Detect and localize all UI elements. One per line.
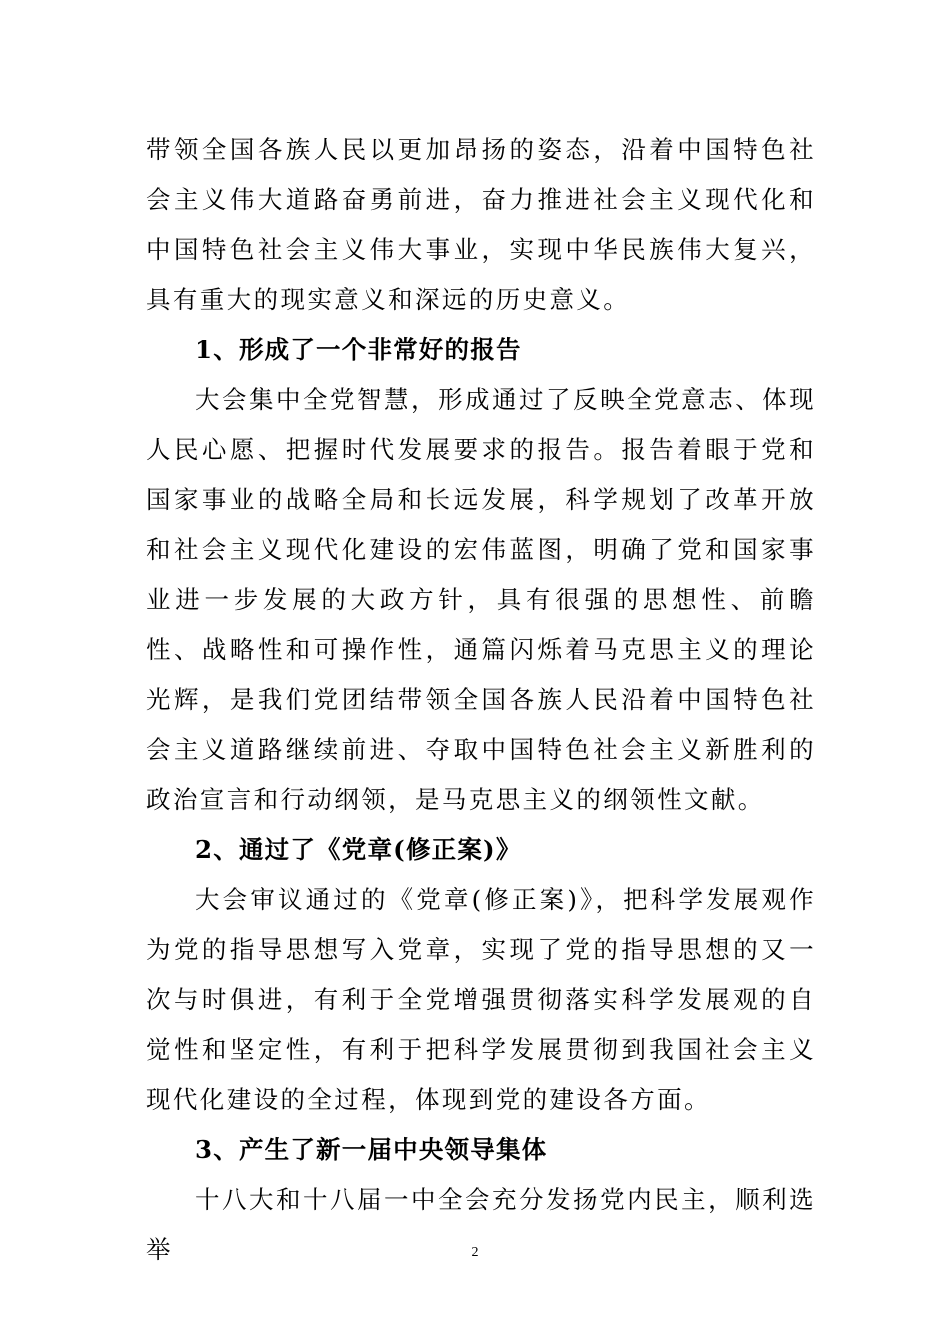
paragraph-report: 大会集中全党智慧，形成通过了反映全党意志、体现人民心愿、把握时代发展要求的报告。报告着眼于党和国家事业的战略全局和长远发展，科学规划了改革开放和社会主义现代化建设的宏伟蓝图，明确了党和国家事业进一步发展的大政方针，具有很强的思想性、前瞻性、战略性和可操作性，通篇闪烁着马克思主义的理论光辉，是我们党团结带领全国各族人民沿着中国特色社会主义道路继续前进、夺取中国特色社会主义新胜利的政治宣言和行动纲领，是马克思主义的纲领性文献。: [146, 385, 816, 814]
paragraph-leadership: 十八大和十八届一中全会充分发扬党内民主，顺利选举: [146, 1185, 816, 1264]
paragraph-continued: 带领全国各族人民以更加昂扬的姿态，沿着中国特色社会主义伟大道路奋勇前进，奋力推进社会主义现代化和中国特色社会主义伟大事业，实现中华民族伟大复兴，具有重大的现实意义和深远的历史意义。: [146, 135, 816, 314]
body-text: [146, 125, 816, 1275]
section-heading-2: 2、通过了《党章(修正案)》: [195, 835, 522, 864]
section-heading-3: 3、产生了新一届中央领导集体: [195, 1135, 548, 1164]
section-heading-1: 1、形成了一个非常好的报告: [195, 335, 522, 364]
page-number: 2: [471, 1245, 479, 1260]
paragraph-charter: 大会审议通过的《党章(修正案)》，把科学发展观作为党的指导思想写入党章，实现了党的指导思想的又一次与时俱进，有利于全党增强贯彻落实科学发展观的自觉性和坚定性，有利于把科学发展贯彻到我国社会主义现代化建设的全过程，体现到党的建设各方面。: [146, 885, 816, 1114]
